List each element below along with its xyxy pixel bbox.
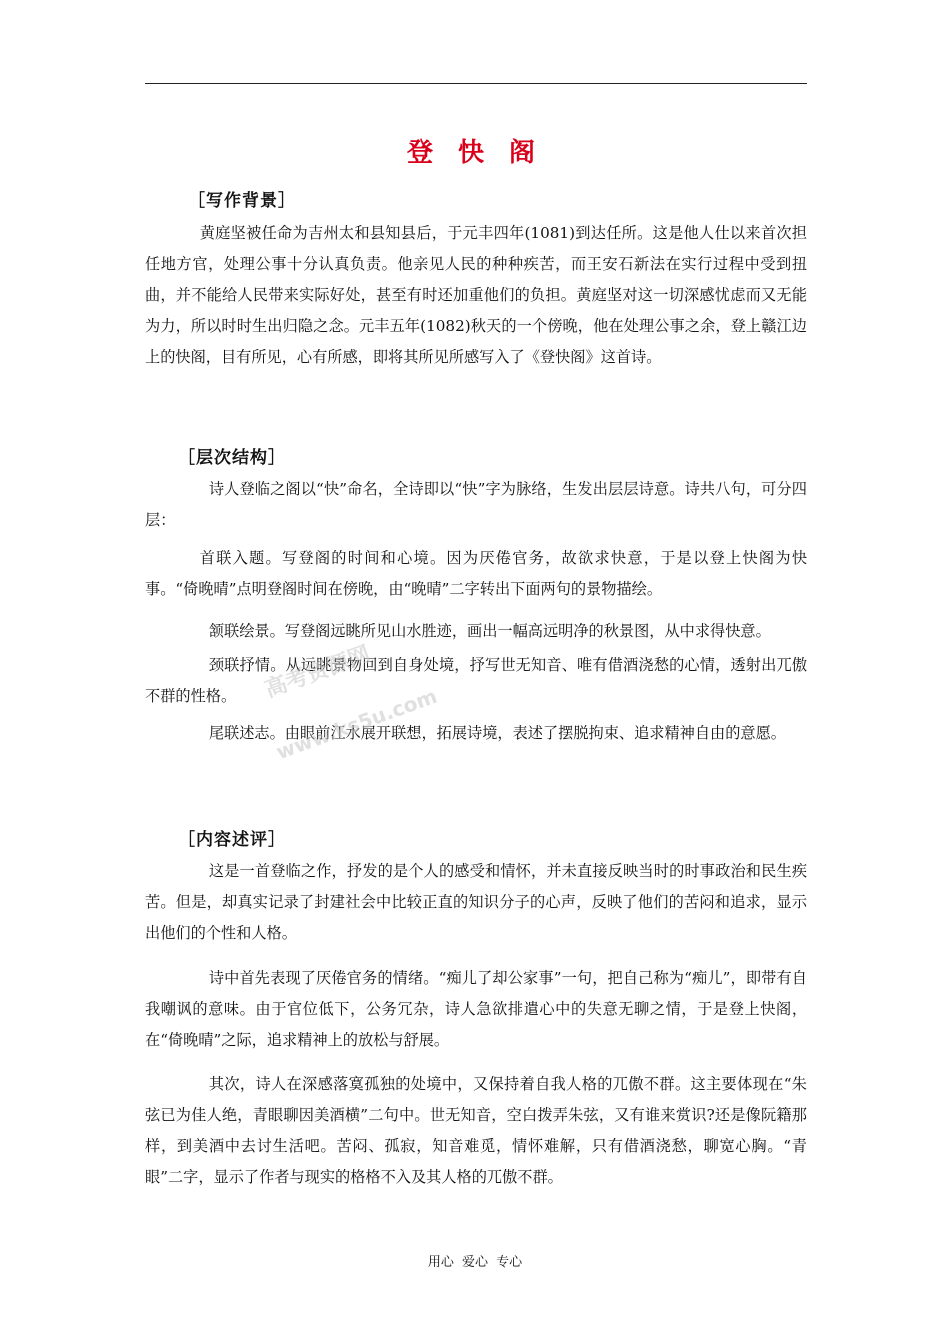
watermark-text-url: www.ks5u.com bbox=[272, 683, 441, 765]
structure-paragraph-intro: 诗人登临之阁以“快”命名，全诗即以“快”字为脉络，生发出层层诗意。诗共八句，可分四层： bbox=[145, 480, 807, 529]
structure-paragraph-last-couplet: 尾联述志。由眼前江水展开联想，拓展诗境，表述了摆脱拘束、追求精神自由的意愿。 bbox=[208, 724, 786, 742]
page-title: 登 快 阁 bbox=[406, 138, 544, 168]
structure-paragraph-second-couplet: 颔联绘景。写登阁远眺所见山水胜迹，画出一幅高远明净的秋景图，从中求得快意。 bbox=[208, 622, 771, 640]
watermark-text-cn: 高考资源网 bbox=[261, 641, 374, 703]
review-paragraph-2: 诗中首先表现了厌倦官务的情绪。“痴儿了却公家事”一句，把自己称为“痴儿”，即带有自我嘲讽的意味。由于官位低下，公务冗杂，诗人急欲排遣心中的失意无聊之情，于是登上快阁，在“倚晚晴”之际，追求精神上的放松与舒展。 bbox=[145, 969, 807, 1049]
section-heading-review: ［内容述评］ bbox=[178, 830, 286, 850]
structure-paragraph-third-couplet: 颈联抒情。从远眺景物回到自身处境，抒写世无知音、唯有借酒浇愁的心情，透射出兀傲不群的性格。 bbox=[145, 656, 807, 705]
section-heading-background: ［写作背景］ bbox=[188, 191, 296, 211]
structure-paragraph-first-couplet: 首联入题。写登阁的时间和心境。因为厌倦官务，故欲求快意，于是以登上快阁为快事。“倚晚晴”点明登阁时间在傍晚，由“晚晴”二字转出下面两句的景物描绘。 bbox=[145, 549, 807, 598]
page-footer: 用心 爱心 专心 bbox=[427, 1255, 523, 1270]
section-heading-structure: ［层次结构］ bbox=[178, 448, 286, 468]
header-rule bbox=[145, 83, 807, 84]
review-paragraph-1: 这是一首登临之作，抒发的是个人的感受和情怀，并未直接反映当时的时事政治和民生疾苦。但是，却真实记录了封建社会中比较正直的知识分子的心声，反映了他们的苦闷和追求，显示出他们的个性和人格。 bbox=[145, 862, 807, 942]
review-paragraph-3: 其次，诗人在深感落寞孤独的处境中，又保持着自我人格的兀傲不群。这主要体现在“朱弦已为佳人绝，青眼聊因美酒横”二句中。世无知音，空白拨弄朱弦，又有谁来赏识?还是像阮籍那样，到美酒中去讨生活吧。苦闷、孤寂，知音难觅，情怀难解，只有借酒浇愁，聊宽心胸。“青眼”二字，显示了作者与现实的格格不入及其人格的兀傲不群。 bbox=[145, 1075, 807, 1186]
background-paragraph: 黄庭坚被任命为吉州太和县知县后，于元丰四年(1081)到达任所。这是他人仕以来首次担任地方官，处理公事十分认真负责。他亲见人民的种种疾苦，而王安石新法在实行过程中受到扭曲，并不能给人民带来实际好处，甚至有时还加重他们的负担。黄庭坚对这一切深感忧虑而又无能为力，所以时时生出归隐之念。元丰五年(1082)秋天的一个傍晚，他在处理公事之余，登上赣江边上的快阁，目有所见，心有所感，即将其所见所感写入了《登快阁》这首诗。 bbox=[145, 224, 807, 366]
